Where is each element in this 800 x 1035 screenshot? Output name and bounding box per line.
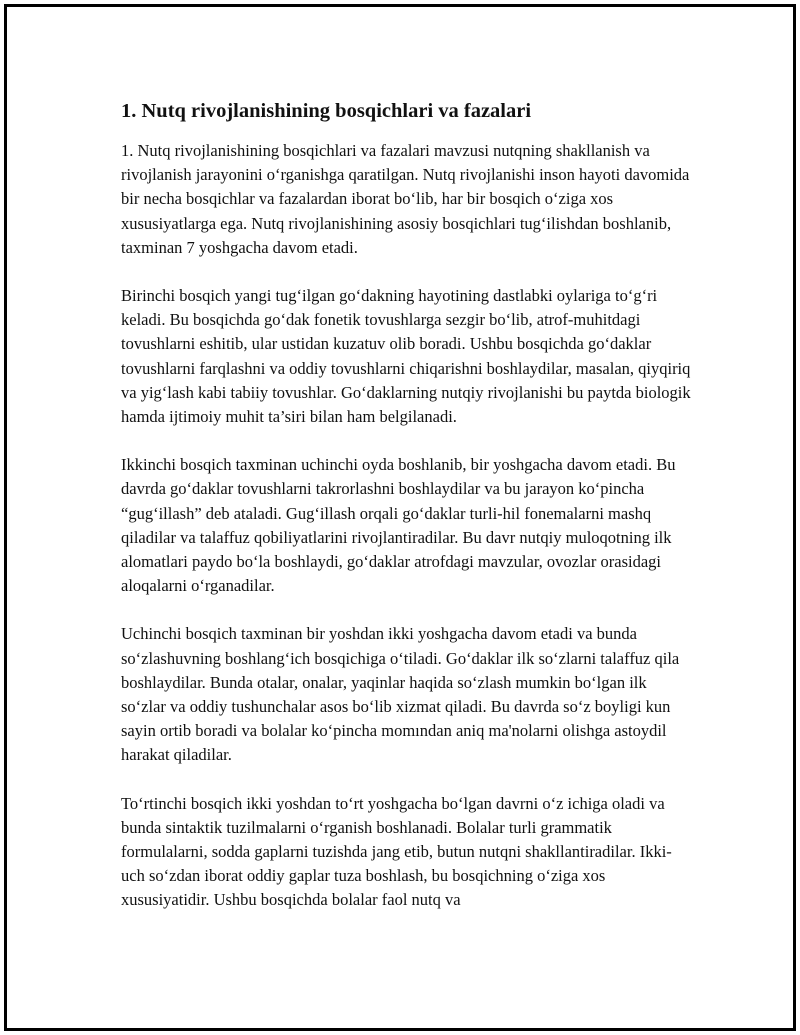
paragraph-stage-1: Birinchi bosqich yangi tug‘ilgan go‘dakning hayotining dastlabki oylariga to‘g‘ri keladi. Bu bosqichda go‘dak fonetik tovushlarga sezgir bo‘lib, atrof-muhitdagi tovushlarni eshitib, ular ustidan kuzatuv olib boradi. Ushbu bosqichda go‘daklar tovushlarni farqlashni va oddiy tovushlarni chiqarishni boshlaydilar, masalan, qiyqiriq va yig‘lash kabi tabiiy tovushlar. Go‘daklarning nutqiy rivojlanishi bu paytda biologik hamda ijtimoiy muhit ta’siri bilan ham belgilanadi. bbox=[121, 286, 691, 427]
paragraph-stage-3: Uchinchi bosqich taxminan bir yoshdan ikki yoshgacha davom etadi va bunda so‘zlashuvning boshlang‘ich bosqichiga o‘tiladi. Go‘daklar ilk so‘zlarni talaffuz qila boshlaydilar. Bunda otalar, onalar, yaqinlar haqida so‘zlash mumkin bo‘lgan ilk so‘zlar va oddiy tushunchalar asos bo‘lib xizmat qiladi. Bu davrda so‘z boyligi kun sayin ortib boradi va bolalar ko‘pincha momından aniq ma'nolarni olishga astoydil harakat qiladilar. bbox=[121, 624, 680, 765]
document-body bbox=[121, 97, 693, 937]
paragraph-stage-4: To‘rtinchi bosqich ikki yoshdan to‘rt yoshgacha bo‘lgan davrni o‘z ichiga oladi va bunda sintaktik tuzilmalarni o‘rganish boshlanadi. Bolalar turli grammatik formulalarni, sodda gaplarni tuzishda jang etib, butun nutqni shakllantiradilar. Ikki-uch so‘zdan iborat oddiy gaplar tuza boshlash, bu bosqichning o‘ziga xos xususiyatidir. Ushbu bosqichda bolalar faol nutq va bbox=[121, 793, 672, 910]
document-title: 1. Nutq rivojlanishining bosqichlari va fazalari bbox=[121, 100, 532, 122]
paragraph-stage-2: Ikkinchi bosqich taxminan uchinchi oyda boshlanib, bir yoshgacha davom etadi. Bu davrda go‘daklar tovushlarni takrorlashni boshlaydilar va bu jarayon ko‘pincha “gug‘illash” deb ataladi. Gug‘illash orqali go‘daklar turli-hil fonemalarni mashq qiladilar va talaffuz qobiliyatlarini rivojlantiradilar. Bu davr nutqiy muloqotning ilk alomatlari paydo bo‘la boshlaydi, go‘daklar atrofdagi mavzular, ovozlar orasidagi aloqalarni o‘rganadilar. bbox=[121, 455, 676, 596]
page-frame bbox=[4, 4, 796, 1031]
paragraph-intro: 1. Nutq rivojlanishining bosqichlari va fazalari mavzusi nutqning shakllanish va rivojlanish jarayonini o‘rganishga qaratilgan. Nutq rivojlanishi inson hayoti davomida bir necha bosqichlar va fazalardan iborat bo‘lib, har bir bosqich o‘ziga xos xususiyatlarga ega. Nutq rivojlanishining asosiy bosqichlari tug‘ilishdan boshlanib, taxminan 7 yoshgacha davom etadi. bbox=[121, 141, 690, 257]
